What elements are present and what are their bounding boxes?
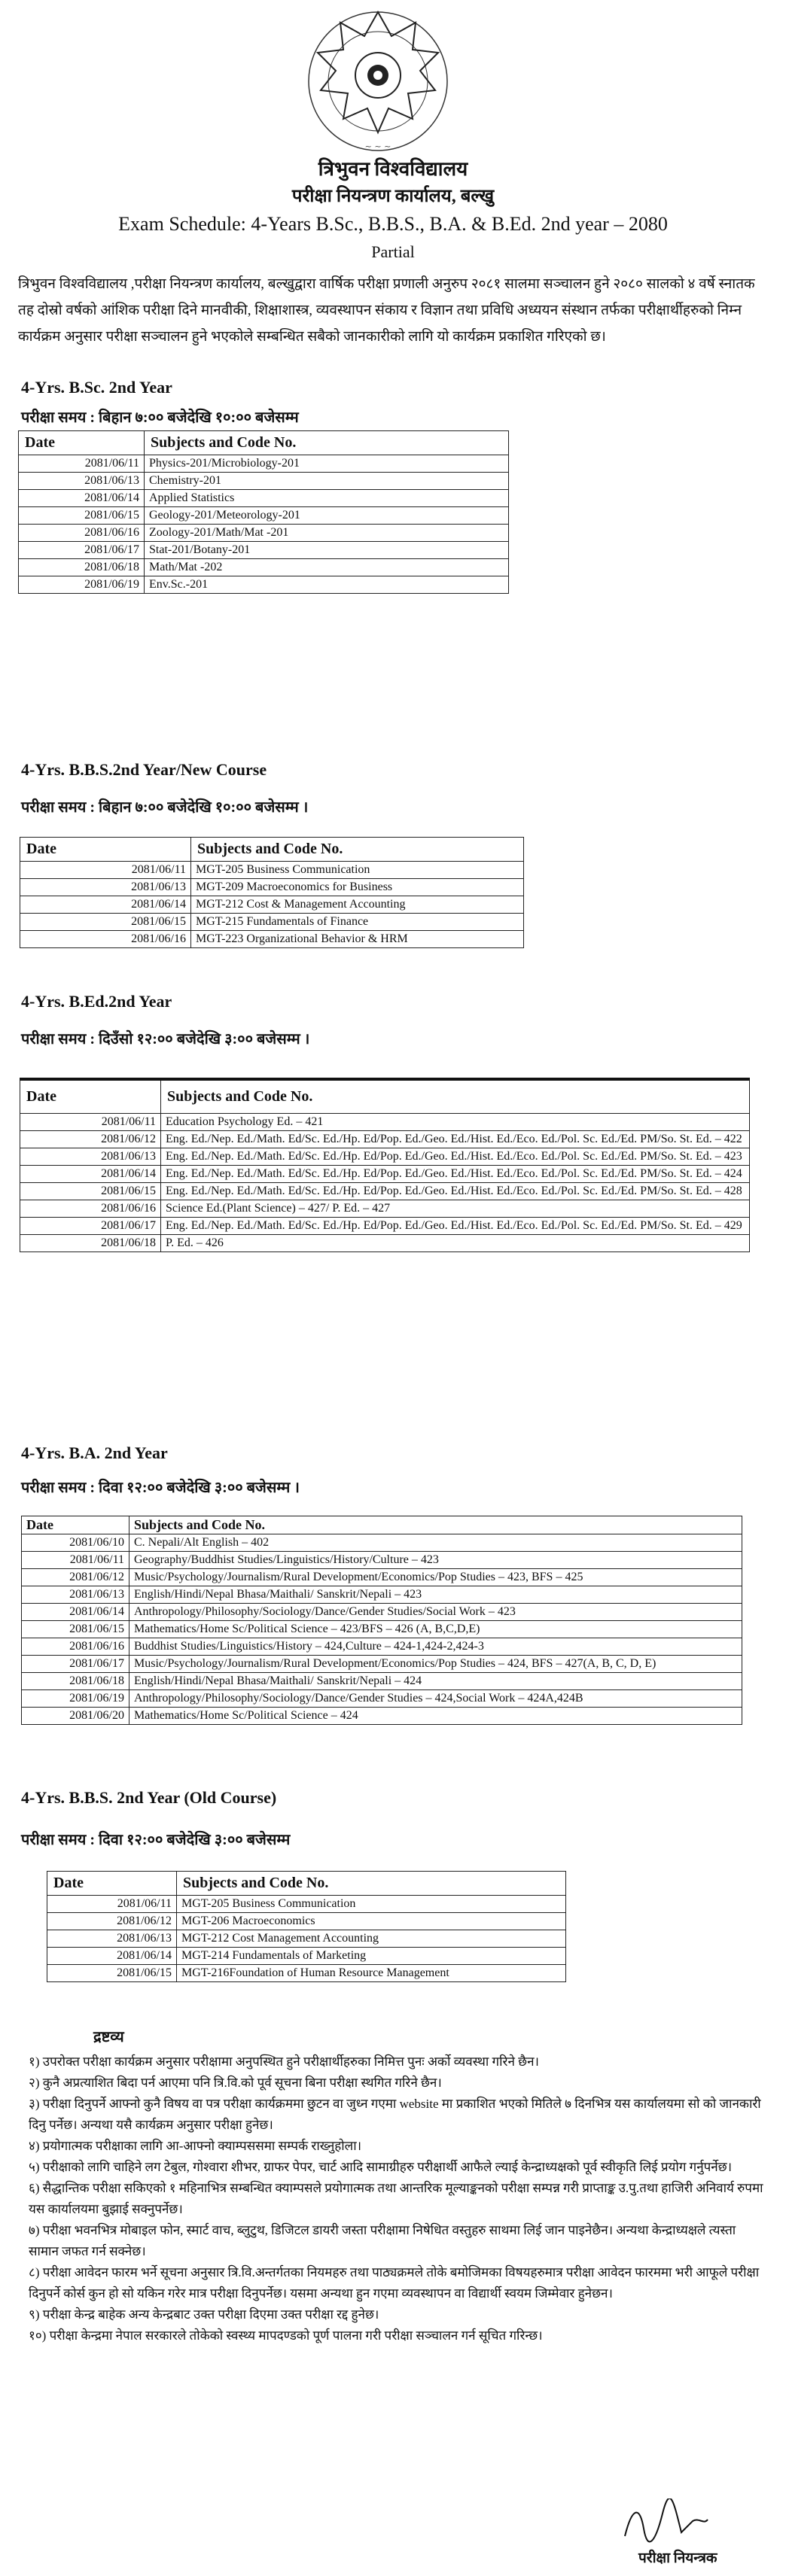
bbs-old-exam-time: परीक्षा समय : दिवा १२:०० बजेदेखि ३:०० बजेसम्म (21, 1832, 291, 1848)
exam-date: 2081/06/14 (20, 1166, 161, 1183)
table-row (19, 559, 509, 576)
schedule-title: Exam Schedule: 4-Years B.Sc., B.B.S., B.A. & B.Ed. 2nd year – 2080 (118, 213, 668, 235)
table-row (20, 896, 524, 914)
exam-date: 2081/06/14 (22, 1604, 129, 1621)
table-row (20, 1200, 750, 1218)
exam-date: 2081/06/16 (22, 1638, 129, 1656)
table-row (19, 507, 509, 525)
exam-date: 2081/06/12 (20, 1131, 161, 1148)
exam-subject: Eng. Ed./Nep. Ed./Math. Ed/Sc. Ed./Hp. Ed/Pop. Ed./Geo. Ed./Hist. Ed./Eco. Ed./Pol. Sc. Ed./Ed. PM/So. St. Ed. – 423 (161, 1148, 750, 1166)
bbs-new-heading: 4-Yrs. B.B.S.2nd Year/New Course (21, 760, 267, 779)
table-row (22, 1604, 742, 1621)
exam-subject: MGT-214 Fundamentals of Marketing (177, 1948, 566, 1965)
table-row (22, 1708, 742, 1725)
table-row (47, 1913, 566, 1930)
exam-date: 2081/06/11 (20, 862, 191, 879)
exam-date: 2081/06/14 (20, 896, 191, 914)
exam-subject: Geography/Buddhist Studies/Linguistics/History/Culture – 423 (129, 1552, 742, 1569)
table-row (20, 914, 524, 931)
bsc-heading: 4-Yrs. B.Sc. 2nd Year (21, 378, 172, 397)
subjects-header: Subjects and Code No. (161, 1079, 750, 1114)
ba-heading: 4-Yrs. B.A. 2nd Year (21, 1443, 168, 1462)
table-row (20, 1166, 750, 1183)
exam-date: 2081/06/11 (47, 1896, 177, 1913)
exam-date: 2081/06/19 (22, 1690, 129, 1708)
subjects-header: Subjects and Code No. (191, 838, 524, 862)
notes-heading: द्रष्टव्य (93, 2029, 124, 2045)
exam-date: 2081/06/16 (20, 931, 191, 948)
table-row (20, 1114, 750, 1131)
table-row (20, 1183, 750, 1200)
note-item: ७) परीक्षा भवनभित्र मोबाइल फोन, स्मार्ट वाच, ब्लुटुथ, डिजिटल डायरी जस्ता परीक्षामा निषेधित वस्तुहरु साथमा लिई जान पाइनेछैन। अन्यथा केन्द्राध्यक्षले त्यस्ता सामान जफत गर्न सक्नेछ। (29, 2223, 736, 2258)
exam-date: 2081/06/11 (19, 455, 145, 473)
exam-subject: Eng. Ed./Nep. Ed./Math. Ed/Sc. Ed./Hp. Ed/Pop. Ed./Geo. Ed./Hist. Ed./Eco. Ed./Pol. Sc. Ed./Ed. PM/So. St. Ed. – 429 (161, 1218, 750, 1235)
bbs-old-heading: 4-Yrs. B.B.S. 2nd Year (Old Course) (21, 1788, 277, 1807)
note-item: २) कुनै अप्रत्याशित बिदा पर्न आएमा पनि त्रि.वि.को पूर्व सूचना बिना परीक्षा स्थगित गरिने छैन। (29, 2076, 442, 2090)
exam-date: 2081/06/15 (20, 1183, 161, 1200)
bed-heading: 4-Yrs. B.Ed.2nd Year (21, 992, 172, 1011)
exam-subject: MGT-206 Macroeconomics (177, 1913, 566, 1930)
exam-subject: Chemistry-201 (145, 473, 509, 490)
exam-date: 2081/06/16 (19, 525, 145, 542)
exam-subject: English/Hindi/Nepal Bhasa/Maithali/ Sanskrit/Nepali – 424 (129, 1673, 742, 1690)
table-row (20, 931, 524, 948)
signature-title: परीक्षा नियन्त्रक (638, 2550, 717, 2566)
exam-date: 2081/06/18 (19, 559, 145, 576)
bbs-new-exam-time: परीक्षा समय : बिहान ७:०० बजेदेखि १०:०० बजेसम्म । (21, 799, 309, 816)
ba-schedule-table (21, 1516, 742, 1725)
table-row (20, 1131, 750, 1148)
exam-subject: MGT-205 Business Communication (177, 1896, 566, 1913)
exam-subject: Anthropology/Philosophy/Sociology/Dance/Gender Studies/Social Work – 423 (129, 1604, 742, 1621)
table-row (22, 1569, 742, 1586)
exam-date: 2081/06/12 (22, 1569, 129, 1586)
table-row (22, 1690, 742, 1708)
exam-subject: Mathematics/Home Sc/Political Science – 423/BFS – 426 (A, B,C,D,E) (129, 1621, 742, 1638)
exam-date: 2081/06/16 (20, 1200, 161, 1218)
subjects-header: Subjects and Code No. (129, 1516, 742, 1534)
office-name: परीक्षा नियन्त्रण कार्यालय, बल्खु (291, 187, 495, 206)
exam-date: 2081/06/15 (22, 1621, 129, 1638)
exam-date: 2081/06/14 (47, 1948, 177, 1965)
exam-date: 2081/06/15 (47, 1965, 177, 1982)
exam-subject: Eng. Ed./Nep. Ed./Math. Ed/Sc. Ed./Hp. Ed/Pop. Ed./Geo. Ed./Hist. Ed./Eco. Ed./Pol. Sc. Ed./Ed. PM/So. St. Ed. – 422 (161, 1131, 750, 1148)
exam-subject: MGT-205 Business Communication (191, 862, 524, 879)
table-row (20, 1235, 750, 1252)
table-row (22, 1673, 742, 1690)
exam-subject: Math/Mat -202 (145, 559, 509, 576)
table-row (20, 879, 524, 896)
exam-date: 2081/06/17 (19, 542, 145, 559)
exam-subject: Eng. Ed./Nep. Ed./Math. Ed/Sc. Ed./Hp. Ed/Pop. Ed./Geo. Ed./Hist. Ed./Eco. Ed./Pol. Sc. Ed./Ed. PM/So. St. Ed. – 428 (161, 1183, 750, 1200)
table-row (19, 490, 509, 507)
exam-subject: Education Psychology Ed. – 421 (161, 1114, 750, 1131)
exam-date: 2081/06/18 (20, 1235, 161, 1252)
subjects-header: Subjects and Code No. (177, 1872, 566, 1896)
table-row (22, 1656, 742, 1673)
table-row (19, 473, 509, 490)
exam-subject: English/Hindi/Nepal Bhasa/Maithali/ Sanskrit/Nepali – 423 (129, 1586, 742, 1604)
bed-exam-time: परीक्षा समय : दिउँसो १२:०० बजेदेखि ३:०० बजेसम्म । (21, 1031, 310, 1048)
bbs-new-schedule-table (20, 837, 524, 948)
exam-date: 2081/06/13 (47, 1930, 177, 1948)
table-row (22, 1586, 742, 1604)
bbs-old-schedule-table (47, 1871, 566, 1982)
exam-subject: MGT-215 Fundamentals of Finance (191, 914, 524, 931)
exam-date: 2081/06/12 (47, 1913, 177, 1930)
exam-subject: MGT-223 Organizational Behavior & HRM (191, 931, 524, 948)
table-row (20, 1218, 750, 1235)
svg-text:~ ~ ~: ~ ~ ~ (364, 141, 391, 151)
note-item: ९) परीक्षा केन्द्र बाहेक अन्य केन्द्रबाट उक्त परीक्षा दिएमा उक्त परीक्षा रद्द हुनेछ। (29, 2307, 379, 2322)
date-header: Date (22, 1516, 129, 1534)
exam-subject: MGT-212 Cost Management Accounting (177, 1930, 566, 1948)
exam-date: 2081/06/13 (20, 879, 191, 896)
table-row (22, 1638, 742, 1656)
exam-subject: Geology-201/Meteorology-201 (145, 507, 509, 525)
exam-subject: MGT-212 Cost & Management Accounting (191, 896, 524, 914)
note-item: ६) सैद्धान्तिक परीक्षा सकिएको १ महिनाभित्र सम्बन्धित क्याम्पसले प्रयोगात्मक तथा आन्तरिक मूल्याङ्कनको परीक्षा सम्पन्न गरी प्राप्ताङ्क उ.पु.तथा हाजिरी अनिवार्य रुपमा यस कार्यालयमा बुझाई सक्नुपर्नेछ। (29, 2181, 763, 2216)
exam-subject: Stat-201/Botany-201 (145, 542, 509, 559)
date-header: Date (20, 1079, 161, 1114)
table-row (22, 1621, 742, 1638)
exam-subject: Music/Psychology/Journalism/Rural Development/Economics/Pop Studies – 424, BFS – 427(A, B, C, D, E) (129, 1656, 742, 1673)
exam-subject: Science Ed.(Plant Science) – 427/ P. Ed. – 427 (161, 1200, 750, 1218)
table-row (22, 1552, 742, 1569)
table-row (47, 1948, 566, 1965)
exam-date: 2081/06/13 (20, 1148, 161, 1166)
exam-date: 2081/06/20 (22, 1708, 129, 1725)
ba-exam-time: परीक्षा समय : दिवा १२:०० बजेदेखि ३:०० बजेसम्म । (21, 1480, 300, 1496)
note-item: ८) परीक्षा आवेदन फारम भर्ने सूचना अनुसार त्रि.वि.अन्तर्गतका नियमहरु तथा पाठ्यक्रमले तोके बमोजिमका विषयहरुमात्र परीक्षा आवेदन फारममा भरी आफूले परीक्षा दिनुपर्ने कोर्स कुन हो सो यकिन गरेर मात्र परीक्षा दिनुपर्नेछ। यसमा अन्यथा हुन गएमा व्यवस्थापन वा विद्यार्थी स्वयम जिम्मेवार हुनेछन। (29, 2265, 760, 2301)
tribhuvan-university-seal (303, 6, 453, 157)
intro-paragraph: त्रिभुवन विश्वविद्यालय ,परीक्षा नियन्त्रण कार्यालय, बल्खुद्वारा वार्षिक परीक्षा प्रणाली अनुरुप २०८१ सालमा सञ्चालन हुने २०८० सालको ४ वर्षे स्नातक तह दोस्रो वर्षको आंशिक परीक्षा दिने मानवीकी, शिक्षाशास्त्र, व्यवस्थापन संकाय र विज्ञान तथा प्रविधि अध्ययन संस्थान तर्फका परीक्षार्थीहरुको निम्न कार्यक्रम अनुसार परीक्षा सञ्चालन हुने भएकोले सम्बन्धित सबैको जानकारीको लागि यो कार्यक्रम प्रकाशित गरिएको छ। (18, 276, 755, 345)
notes-list (29, 2051, 766, 2346)
table-row (22, 1534, 742, 1552)
controller-signature (610, 2498, 723, 2551)
exam-subject: Buddhist Studies/Linguistics/History – 424,Culture – 424-1,424-2,424-3 (129, 1638, 742, 1656)
exam-subject: Eng. Ed./Nep. Ed./Math. Ed/Sc. Ed./Hp. Ed/Pop. Ed./Geo. Ed./Hist. Ed./Eco. Ed./Pol. Sc. Ed./Ed. PM/So. St. Ed. – 424 (161, 1166, 750, 1183)
note-item: ३) परीक्षा दिनुपर्ने आफ्नो कुनै विषय वा पत्र परीक्षा कार्यक्रममा छुटन वा जुध्न गएमा website मा प्रकाशित भएको मितिले ७ दिनभित्र यस कार्यालयमा सो को जानकारी दिनु पर्नेछ। अन्यथा यसै कार्यक्रम अनुसार परीक्षा हुनेछ। (29, 2097, 761, 2132)
bsc-schedule-table (18, 430, 509, 594)
exam-subject: Anthropology/Philosophy/Sociology/Dance/Gender Studies – 424,Social Work – 424A,424B (129, 1690, 742, 1708)
exam-subject: P. Ed. – 426 (161, 1235, 750, 1252)
university-name: त्रिभुवन विश्वविद्यालय (318, 158, 468, 180)
table-row (47, 1896, 566, 1913)
note-item: १) उपरोक्त परीक्षा कार्यक्रम अनुसार परीक्षामा अनुपस्थित हुने परीक्षार्थीहरुका निमित्त पुनः अर्को व्यवस्था गरिने छैन। (29, 2054, 539, 2069)
bsc-exam-time: परीक्षा समय : बिहान ७:०० बजेदेखि १०:०० बजेसम्म (21, 409, 299, 426)
exam-date: 2081/06/13 (22, 1586, 129, 1604)
exam-date: 2081/06/14 (19, 490, 145, 507)
table-row (47, 1930, 566, 1948)
exam-date: 2081/06/13 (19, 473, 145, 490)
exam-subject: C. Nepali/Alt English – 402 (129, 1534, 742, 1552)
exam-subject: Music/Psychology/Journalism/Rural Development/Economics/Pop Studies – 423, BFS – 425 (129, 1569, 742, 1586)
exam-date: 2081/06/11 (20, 1114, 161, 1131)
exam-date: 2081/06/10 (22, 1534, 129, 1552)
date-header: Date (47, 1872, 177, 1896)
date-header: Date (20, 838, 191, 862)
exam-date: 2081/06/17 (22, 1656, 129, 1673)
table-row (19, 455, 509, 473)
exam-date: 2081/06/19 (19, 576, 145, 594)
exam-date: 2081/06/18 (22, 1673, 129, 1690)
subjects-header: Subjects and Code No. (145, 431, 509, 455)
exam-subject: Applied Statistics (145, 490, 509, 507)
bed-schedule-table (20, 1078, 750, 1252)
exam-date: 2081/06/15 (20, 914, 191, 931)
exam-subject: Mathematics/Home Sc/Political Science – 424 (129, 1708, 742, 1725)
table-row (20, 1148, 750, 1166)
exam-subject: Env.Sc.-201 (145, 576, 509, 594)
date-header: Date (19, 431, 145, 455)
table-row (19, 576, 509, 594)
note-item: ४) प्रयोगात्मक परीक्षाका लागि आ-आफ्नो क्याम्पससमा सम्पर्क राख्नुहोला। (29, 2139, 362, 2153)
exam-subject: MGT-216Foundation of Human Resource Management (177, 1965, 566, 1982)
table-row (19, 542, 509, 559)
exam-subject: Physics-201/Microbiology-201 (145, 455, 509, 473)
note-item: ५) परीक्षाको लागि चाहिने लग टेबुल, गोश्वारा शीभर, ग्राफर पेपर, चार्ट आदि सामाग्रीहरु परीक्षार्थी आफैले ल्याई केन्द्राध्यक्षको पूर्व स्वीकृति लिई प्रयोग गर्नुपर्नेछ। (29, 2160, 733, 2174)
table-row (19, 525, 509, 542)
table-row (20, 862, 524, 879)
note-item: १०) परीक्षा केन्द्रमा नेपाल सरकारले तोकेको स्वस्थ्य मापदण्डको पूर्ण पालना गरी परीक्षा सञ्चालन गर्न सूचित गरिन्छ। (29, 2328, 543, 2343)
exam-subject: MGT-209 Macroeconomics for Business (191, 879, 524, 896)
partial-label: Partial (371, 242, 415, 261)
exam-date: 2081/06/11 (22, 1552, 129, 1569)
exam-subject: Zoology-201/Math/Mat -201 (145, 525, 509, 542)
table-row (47, 1965, 566, 1982)
exam-date: 2081/06/17 (20, 1218, 161, 1235)
exam-date: 2081/06/15 (19, 507, 145, 525)
